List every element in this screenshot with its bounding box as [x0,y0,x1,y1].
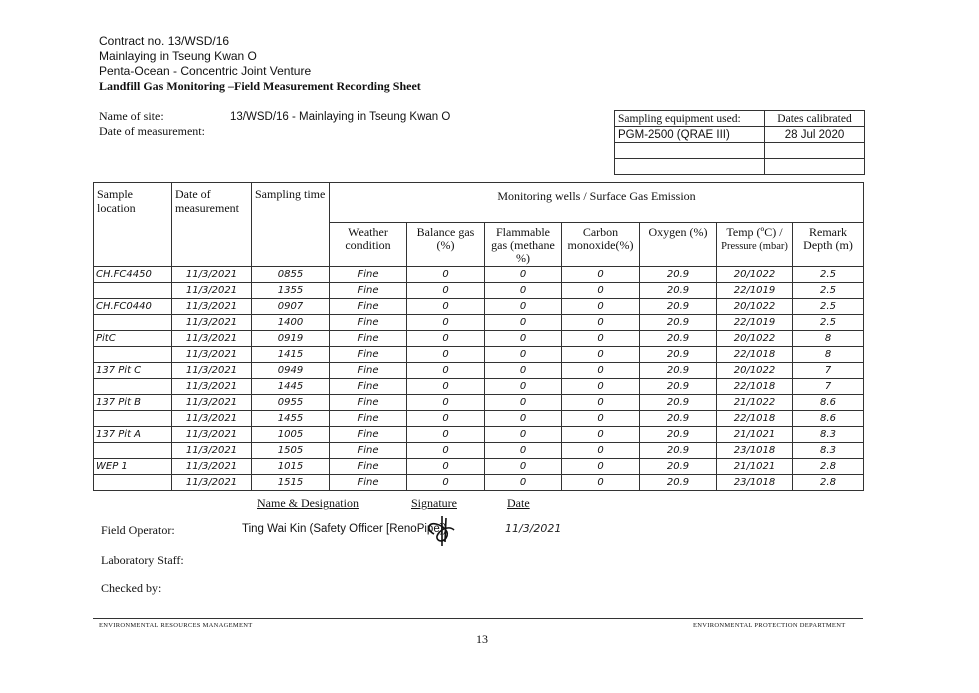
cell-location: PitC [94,331,172,347]
cell-date: 11/3/2021 [172,411,252,427]
cell-depth: 2.5 [793,283,864,299]
cell-flammable: 0 [485,299,562,315]
cell-flammable: 0 [485,395,562,411]
cell-carbon: 0 [562,267,640,283]
header-pressure: Pressure (mbar) [721,241,788,252]
header-oxygen: Oxygen (%) [640,223,717,267]
cell-balance: 0 [407,267,485,283]
cell-location: CH.FC0440 [94,299,172,315]
cell-balance: 0 [407,475,485,491]
signature-icon [424,512,464,548]
cell-oxygen: 20.9 [640,363,717,379]
cell-oxygen: 20.9 [640,331,717,347]
cell-depth: 8 [793,331,864,347]
cell-balance: 0 [407,363,485,379]
cell-date: 11/3/2021 [172,299,252,315]
cell-balance: 0 [407,459,485,475]
cell-time: 1445 [252,379,330,395]
cell-temp: 20/1022 [717,331,793,347]
cell-location [94,283,172,299]
cell-temp: 22/1018 [717,347,793,363]
cell-flammable: 0 [485,475,562,491]
cell-balance: 0 [407,443,485,459]
cell-carbon: 0 [562,315,640,331]
cell-flammable: 0 [485,363,562,379]
cell-location [94,411,172,427]
cell-carbon: 0 [562,363,640,379]
cell-depth: 7 [793,363,864,379]
cell-weather: Fine [330,443,407,459]
footer-left: ENVIRONMENTAL RESOURCES MANAGEMENT [99,622,253,629]
cell-time: 0855 [252,267,330,283]
lab-staff-label: Laboratory Staff: [101,553,184,567]
cell-carbon: 0 [562,443,640,459]
cell-carbon: 0 [562,427,640,443]
cell-flammable: 0 [485,459,562,475]
sheet-title: Landfill Gas Monitoring –Field Measurement Recording Sheet [99,79,421,93]
cell-time: 0949 [252,363,330,379]
header-depth: Depth (m) [803,238,853,252]
cell-weather: Fine [330,331,407,347]
cell-location [94,347,172,363]
cell-time: 1355 [252,283,330,299]
cell-carbon: 0 [562,475,640,491]
table-row [94,331,864,347]
header-sampling-time: Sampling time [252,183,330,267]
cell-temp: 23/1018 [717,443,793,459]
cell-temp: 20/1022 [717,363,793,379]
cell-date: 11/3/2021 [172,443,252,459]
document-header [99,34,421,94]
measurement-rows [94,267,864,491]
header-remark-depth [793,223,864,267]
cell-date: 11/3/2021 [172,459,252,475]
project-name: Mainlaying in Tseung Kwan O [99,49,257,63]
table-row [94,347,864,363]
cell-date: 11/3/2021 [172,475,252,491]
footer-right: ENVIRONMENTAL PROTECTION DEPARTMENT [693,622,846,629]
cell-location: CH.FC4450 [94,267,172,283]
cell-flammable: 0 [485,267,562,283]
cell-flammable: 0 [485,283,562,299]
cell-flammable: 0 [485,443,562,459]
table-row [94,395,864,411]
table-row [94,283,864,299]
calibration-header: Dates calibrated [765,111,865,127]
cell-location: WEP 1 [94,459,172,475]
cell-flammable: 0 [485,315,562,331]
cell-carbon: 0 [562,331,640,347]
calibration-blank-cell [765,159,865,175]
equipment-value: PGM-2500 (QRAE III) [615,127,765,143]
cell-weather: Fine [330,347,407,363]
cell-carbon: 0 [562,395,640,411]
name-designation-header: Name & Designation [257,496,359,510]
header-flammable-gas: Flammable gas (methane %) [485,223,562,267]
table-row [94,443,864,459]
equipment-table [614,110,865,175]
cell-flammable: 0 [485,347,562,363]
cell-location [94,475,172,491]
date-header: Date [507,496,530,510]
cell-depth: 2.5 [793,315,864,331]
cell-depth: 8.3 [793,427,864,443]
header-remark: Remark [809,225,847,239]
cell-balance: 0 [407,315,485,331]
table-row [94,411,864,427]
cell-weather: Fine [330,379,407,395]
cell-location: 137 Pit B [94,395,172,411]
cell-flammable: 0 [485,331,562,347]
cell-date: 11/3/2021 [172,379,252,395]
cell-location [94,443,172,459]
cell-oxygen: 20.9 [640,379,717,395]
cell-temp: 22/1018 [717,379,793,395]
cell-temp: 23/1018 [717,475,793,491]
cell-flammable: 0 [485,411,562,427]
table-row [94,315,864,331]
cell-flammable: 0 [485,427,562,443]
cell-time: 1005 [252,427,330,443]
cell-date: 11/3/2021 [172,283,252,299]
cell-balance: 0 [407,427,485,443]
measurement-date-label: Date of measurement: [99,124,205,138]
table-row [94,459,864,475]
cell-depth: 8.6 [793,411,864,427]
cell-weather: Fine [330,411,407,427]
cell-date: 11/3/2021 [172,347,252,363]
cell-temp: 22/1018 [717,411,793,427]
cell-weather: Fine [330,363,407,379]
cell-carbon: 0 [562,299,640,315]
cell-temp: 22/1019 [717,283,793,299]
cell-date: 11/3/2021 [172,363,252,379]
cell-depth: 8.6 [793,395,864,411]
signature-header: Signature [411,496,457,510]
page-number: 13 [476,632,488,646]
cell-temp: 20/1022 [717,267,793,283]
field-operator-name: Ting Wai Kin (Safety Officer [RenoPipe]) [242,523,447,535]
cell-oxygen: 20.9 [640,315,717,331]
cell-time: 1515 [252,475,330,491]
cell-temp: 22/1019 [717,315,793,331]
cell-balance: 0 [407,299,485,315]
cell-balance: 0 [407,347,485,363]
cell-weather: Fine [330,267,407,283]
cell-balance: 0 [407,331,485,347]
cell-depth: 8 [793,347,864,363]
cell-carbon: 0 [562,411,640,427]
checked-by-label: Checked by: [101,581,162,595]
cell-oxygen: 20.9 [640,267,717,283]
cell-depth: 2.8 [793,475,864,491]
table-row [94,267,864,283]
table-row [94,475,864,491]
cell-oxygen: 20.9 [640,427,717,443]
cell-balance: 0 [407,283,485,299]
cell-oxygen: 20.9 [640,459,717,475]
cell-temp: 21/1022 [717,395,793,411]
header-sample-location: Sample location [94,183,172,267]
cell-carbon: 0 [562,459,640,475]
cell-location: 137 Pit A [94,427,172,443]
cell-weather: Fine [330,299,407,315]
contractor-name: Penta-Ocean - Concentric Joint Venture [99,64,312,78]
cell-depth: 2.5 [793,267,864,283]
cell-balance: 0 [407,395,485,411]
measurement-table [93,182,864,491]
cell-time: 1400 [252,315,330,331]
cell-depth: 2.8 [793,459,864,475]
cell-carbon: 0 [562,379,640,395]
cell-time: 1415 [252,347,330,363]
site-info [99,109,450,138]
calibration-blank-cell [765,143,865,159]
contract-number: Contract no. 13/WSD/16 [99,34,230,48]
cell-oxygen: 20.9 [640,395,717,411]
cell-oxygen: 20.9 [640,411,717,427]
cell-balance: 0 [407,379,485,395]
cell-oxygen: 20.9 [640,475,717,491]
cell-oxygen: 20.9 [640,347,717,363]
cell-weather: Fine [330,315,407,331]
cell-location [94,379,172,395]
cell-depth: 2.5 [793,299,864,315]
cell-carbon: 0 [562,347,640,363]
cell-temp: 20/1022 [717,299,793,315]
cell-time: 0955 [252,395,330,411]
header-weather: Weather condition [330,223,407,267]
cell-carbon: 0 [562,283,640,299]
table-row [94,379,864,395]
cell-time: 0907 [252,299,330,315]
cell-temp: 21/1021 [717,427,793,443]
site-name-label: Name of site: [99,109,164,123]
header-temp: Temp (ºC) / [726,225,783,239]
cell-balance: 0 [407,411,485,427]
cell-date: 11/3/2021 [172,331,252,347]
table-row [94,363,864,379]
table-row [94,299,864,315]
header-balance-gas: Balance gas (%) [407,223,485,267]
equipment-blank-cell [615,159,765,175]
cell-depth: 7 [793,379,864,395]
field-operator-date: 11/3/2021 [505,522,562,535]
header-monitoring-group: Monitoring wells / Surface Gas Emission [330,183,864,223]
footer-divider [93,618,863,619]
cell-date: 11/3/2021 [172,267,252,283]
cell-weather: Fine [330,475,407,491]
cell-weather: Fine [330,427,407,443]
cell-weather: Fine [330,395,407,411]
calibration-date: 28 Jul 2020 [765,127,865,143]
equipment-blank-cell [615,143,765,159]
cell-oxygen: 20.9 [640,299,717,315]
cell-temp: 21/1021 [717,459,793,475]
site-name-value: 13/WSD/16 - Mainlaying in Tseung Kwan O [230,111,451,123]
cell-weather: Fine [330,459,407,475]
cell-weather: Fine [330,283,407,299]
equipment-header: Sampling equipment used: [615,111,765,127]
cell-time: 1455 [252,411,330,427]
header-carbon-monoxide: Carbon monoxide(%) [562,223,640,267]
cell-oxygen: 20.9 [640,443,717,459]
cell-location [94,315,172,331]
cell-time: 1505 [252,443,330,459]
cell-time: 1015 [252,459,330,475]
header-temp-pressure [717,223,793,267]
cell-flammable: 0 [485,379,562,395]
table-row [94,427,864,443]
cell-date: 11/3/2021 [172,315,252,331]
cell-date: 11/3/2021 [172,395,252,411]
cell-location: 137 Pit C [94,363,172,379]
field-operator-label: Field Operator: [101,523,175,537]
cell-date: 11/3/2021 [172,427,252,443]
cell-depth: 8.3 [793,443,864,459]
cell-oxygen: 20.9 [640,283,717,299]
cell-time: 0919 [252,331,330,347]
header-date: Date of measurement [172,183,252,267]
